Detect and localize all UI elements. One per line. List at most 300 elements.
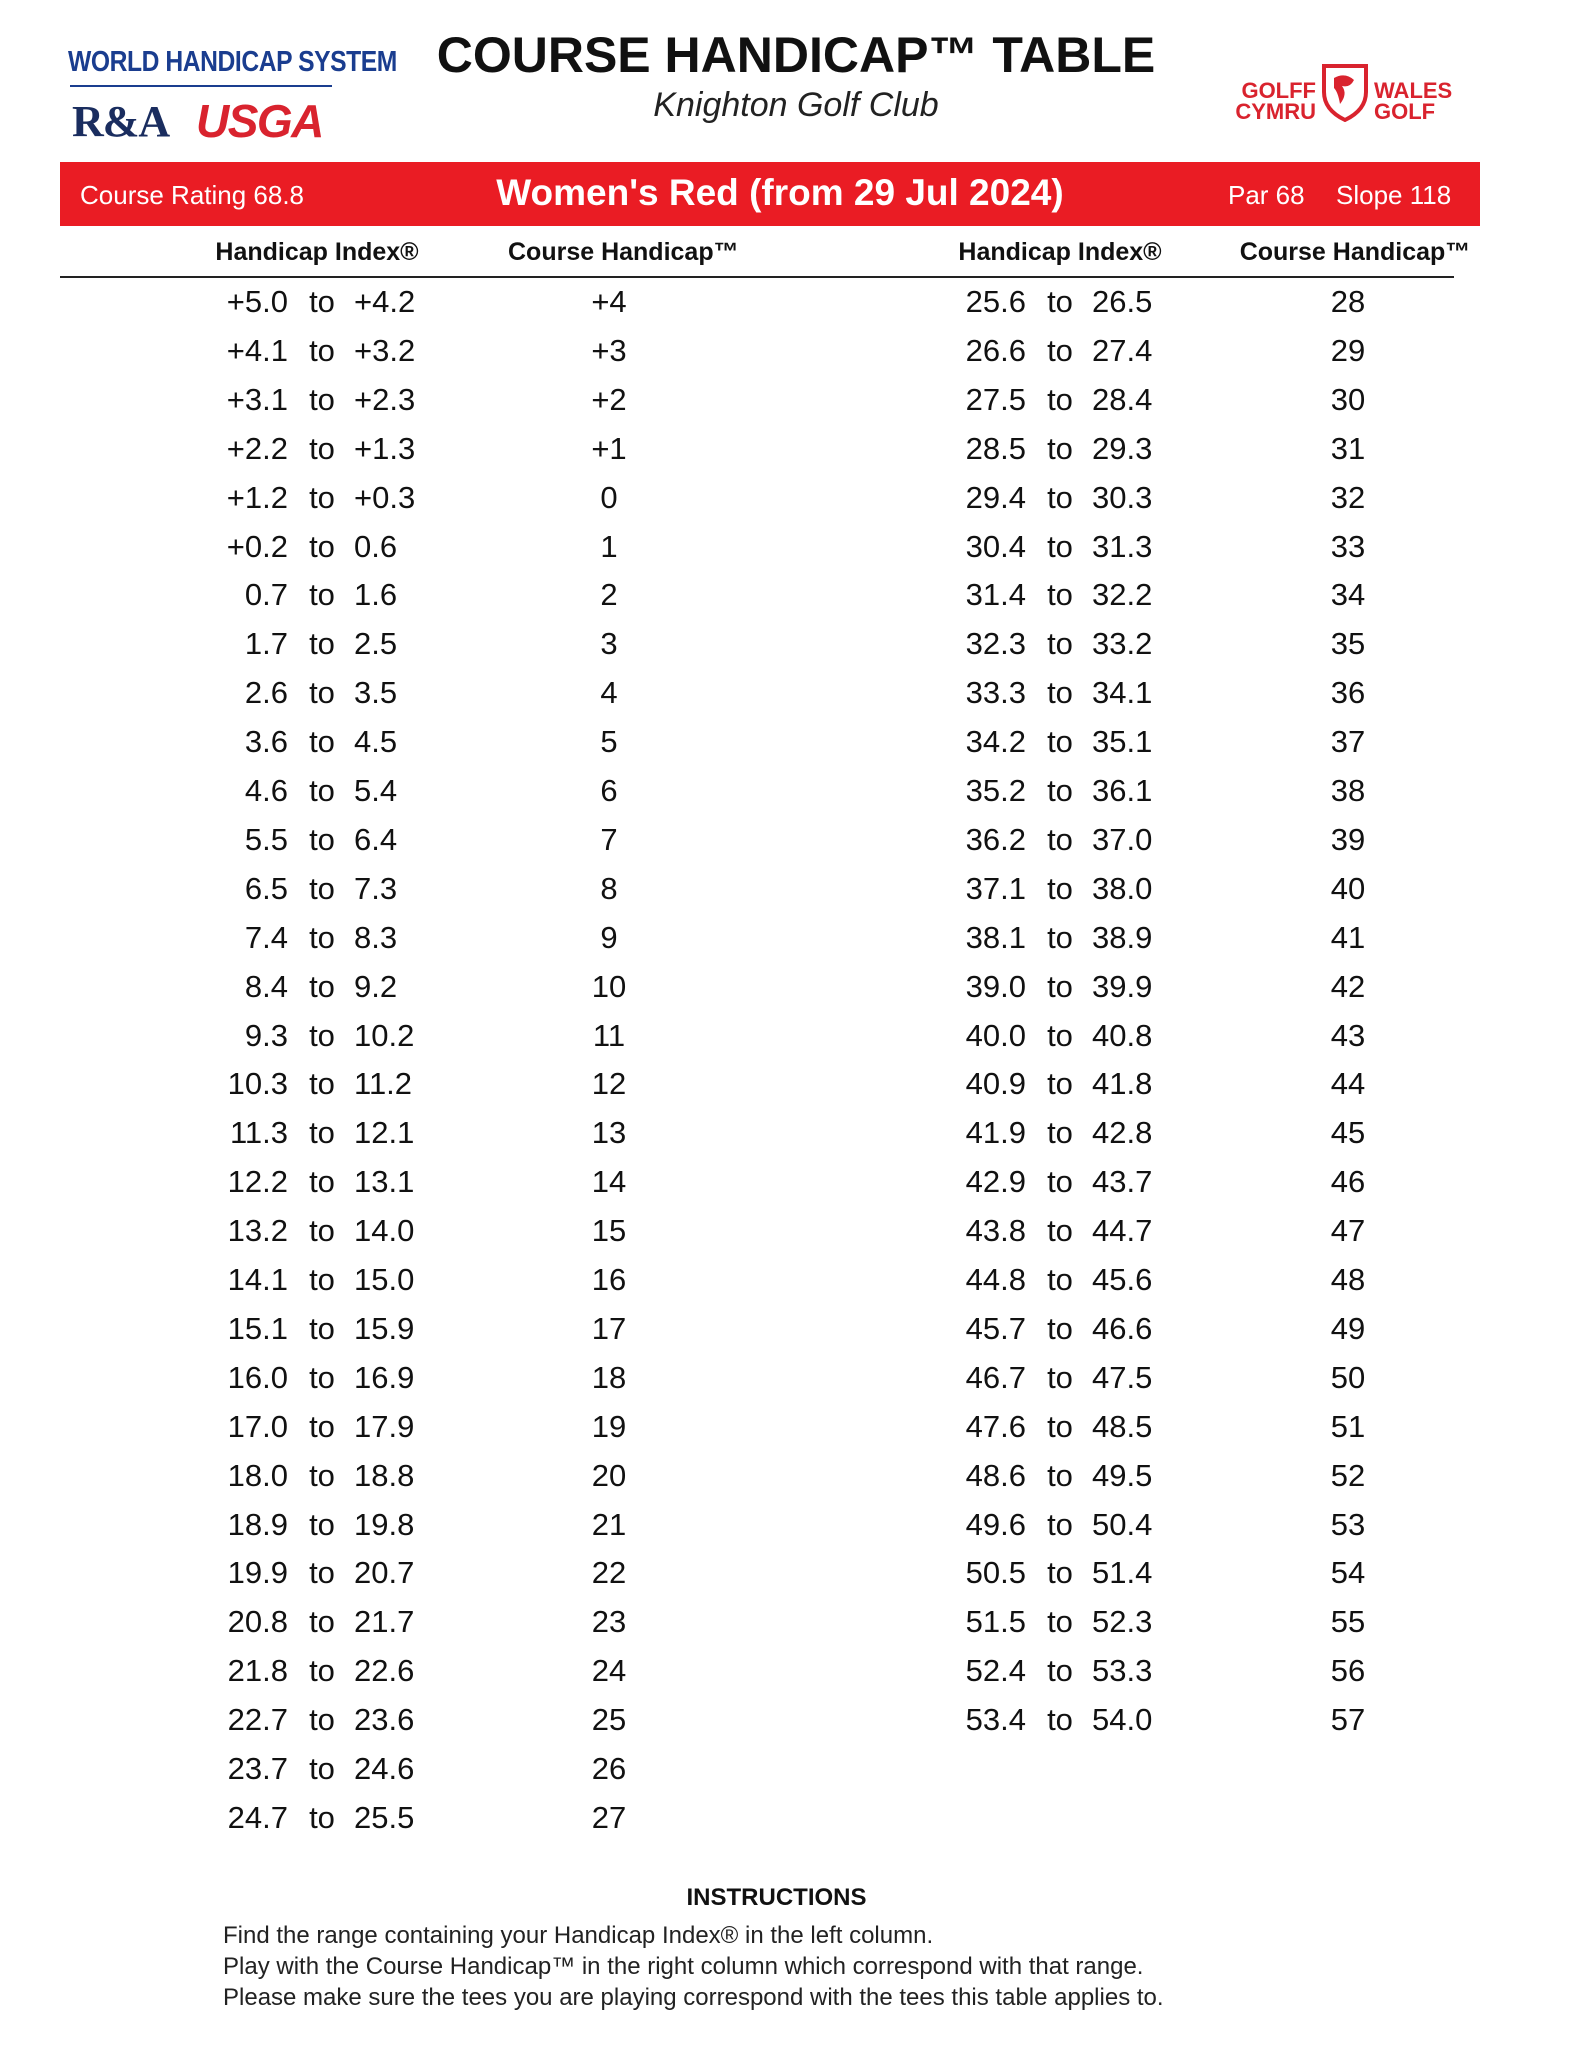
range-separator: to (1047, 1017, 1073, 1053)
handicap-index-from: 9.3 (244, 1017, 288, 1053)
range-separator: to (309, 577, 335, 613)
course-handicap-value: 40 (1330, 870, 1366, 906)
handicap-index-from: 53.4 (965, 1702, 1026, 1738)
handicap-index-from: 18.9 (227, 1506, 288, 1542)
handicap-index-to: 42.8 (1092, 1115, 1153, 1151)
handicap-index-from: 33.3 (965, 675, 1026, 711)
table-row (0, 724, 1573, 772)
course-handicap-value: 39 (1330, 821, 1366, 857)
course-handicap-value: 45 (1330, 1115, 1366, 1151)
handicap-index-from: 7.4 (244, 919, 288, 955)
handicap-index-to: 31.3 (1092, 528, 1153, 564)
handicap-index-from: 8.4 (244, 968, 288, 1004)
range-separator: to (309, 479, 335, 515)
handicap-index-to: 33.2 (1092, 626, 1153, 662)
handicap-index-from: 46.7 (965, 1359, 1026, 1395)
instruction-line: Find the range containing your Handicap Index® in the left column. (223, 1922, 934, 1949)
table-row (0, 1653, 1573, 1701)
table-row (0, 1458, 1573, 1506)
handicap-index-to: 7.3 (354, 870, 398, 906)
handicap-index-to: 52.3 (1092, 1604, 1153, 1640)
range-separator: to (309, 1457, 335, 1493)
range-separator: to (1047, 332, 1073, 368)
handicap-index-to: 2.5 (354, 626, 398, 662)
range-separator: to (309, 675, 335, 711)
course-handicap-value: 37 (1330, 724, 1366, 760)
range-separator: to (309, 1604, 335, 1640)
rna-logo: R&A (72, 97, 170, 146)
range-separator: to (1047, 577, 1073, 613)
range-separator: to (1047, 773, 1073, 808)
handicap-index-from: +3.1 (226, 381, 288, 417)
course-handicap-value: +4 (591, 284, 627, 319)
range-separator: to (309, 332, 335, 368)
course-handicap-value: 0 (600, 479, 618, 515)
handicap-index-to: 19.8 (354, 1506, 415, 1542)
handicap-index-to: 39.9 (1092, 968, 1153, 1004)
course-handicap-value: 28 (1330, 284, 1366, 319)
table-row (0, 626, 1573, 674)
range-separator: to (309, 1213, 335, 1249)
course-handicap-value: 18 (591, 1359, 627, 1395)
handicap-index-to: 38.0 (1092, 870, 1153, 906)
handicap-index-to: 9.2 (354, 968, 398, 1004)
course-handicap-value: 17 (591, 1310, 627, 1346)
range-separator: to (1047, 821, 1073, 857)
table-row (0, 1311, 1573, 1359)
handicap-index-from: 39.0 (965, 968, 1026, 1004)
course-handicap-value: 55 (1330, 1604, 1366, 1640)
range-separator: to (1047, 1604, 1073, 1640)
course-handicap-value: 53 (1330, 1506, 1366, 1542)
handicap-index-from: 52.4 (965, 1653, 1026, 1689)
handicap-index-from: +1.2 (226, 479, 288, 515)
table-row (0, 1507, 1573, 1555)
handicap-index-from: 22.7 (227, 1702, 288, 1738)
range-separator: to (1047, 1213, 1073, 1249)
range-separator: to (309, 919, 335, 955)
range-separator: to (1047, 968, 1073, 1004)
handicap-index-to: 34.1 (1092, 675, 1153, 711)
course-handicap-value: 27 (591, 1799, 627, 1835)
table-row (0, 1751, 1573, 1799)
range-separator: to (309, 1017, 335, 1053)
handicap-index-from: 18.0 (227, 1457, 288, 1493)
range-separator: to (309, 968, 335, 1004)
club-name: Knighton Golf Club (653, 86, 939, 124)
handicap-index-from: +5.0 (226, 284, 288, 319)
handicap-index-to: 17.9 (354, 1408, 415, 1444)
course-handicap-value: 22 (591, 1555, 627, 1591)
course-handicap-value: 47 (1330, 1213, 1366, 1249)
range-separator: to (309, 1408, 335, 1444)
range-separator: to (1047, 724, 1073, 760)
course-handicap-value: 41 (1330, 919, 1366, 955)
course-handicap-value: 33 (1330, 528, 1366, 564)
handicap-index-to: 37.0 (1092, 821, 1153, 857)
table-row (0, 773, 1573, 821)
instruction-line: Please make sure the tees you are playing correspond with the tees this table applies to. (223, 1984, 1164, 2011)
range-separator: to (309, 1702, 335, 1738)
handicap-index-to: 48.5 (1092, 1408, 1153, 1444)
handicap-index-from: 2.6 (244, 675, 288, 711)
table-row (0, 822, 1573, 870)
handicap-index-to: 25.5 (354, 1799, 415, 1835)
range-separator: to (1047, 430, 1073, 466)
handicap-index-from: 25.6 (965, 284, 1026, 319)
range-separator: to (1047, 1555, 1073, 1591)
handicap-index-to: 15.9 (354, 1310, 415, 1346)
handicap-index-to: 44.7 (1092, 1213, 1153, 1249)
table-row (0, 675, 1573, 723)
range-separator: to (309, 1310, 335, 1346)
handicap-index-to: 45.6 (1092, 1262, 1153, 1297)
course-handicap-value: 44 (1330, 1066, 1366, 1102)
handicap-index-to: 50.4 (1092, 1506, 1153, 1542)
handicap-index-to: 3.5 (354, 675, 398, 711)
course-handicap-value: 31 (1330, 430, 1366, 466)
golf-cymru-logo (1222, 80, 1316, 122)
handicap-index-to: 22.6 (354, 1653, 415, 1689)
handicap-index-from: 31.4 (965, 577, 1026, 613)
course-handicap-value: 2 (600, 577, 618, 613)
handicap-index-from: 21.8 (227, 1653, 288, 1689)
handicap-index-to: 21.7 (354, 1604, 415, 1640)
handicap-index-from: +2.2 (226, 430, 288, 466)
handicap-index-from: 42.9 (965, 1164, 1026, 1200)
handicap-index-to: +0.3 (354, 479, 416, 515)
handicap-index-from: 4.6 (244, 773, 288, 808)
table-row (0, 1555, 1573, 1603)
handicap-index-to: 5.4 (354, 773, 398, 808)
table-row (0, 1360, 1573, 1408)
handicap-index-to: 11.2 (354, 1066, 413, 1102)
handicap-index-to: +2.3 (354, 381, 416, 417)
course-handicap-value: 6 (600, 773, 618, 808)
column-header-handicap-index-left: Handicap Index® (215, 238, 419, 266)
range-separator: to (1047, 1457, 1073, 1493)
range-separator: to (309, 528, 335, 564)
range-separator: to (309, 381, 335, 417)
range-separator: to (1047, 1115, 1073, 1151)
range-separator: to (309, 1555, 335, 1591)
handicap-index-to: 53.3 (1092, 1653, 1153, 1689)
range-separator: to (309, 1751, 335, 1786)
course-handicap-value: 7 (600, 821, 618, 857)
course-handicap-value: 16 (591, 1262, 627, 1297)
table-row (0, 1018, 1573, 1066)
course-handicap-value: 24 (591, 1653, 627, 1689)
handicap-index-to: 27.4 (1092, 332, 1153, 368)
table-row (0, 1409, 1573, 1457)
golf-cymru-line2: CYMRU (1235, 99, 1316, 124)
table-row (0, 969, 1573, 1017)
course-handicap-value: 11 (592, 1017, 626, 1053)
range-separator: to (1047, 1408, 1073, 1444)
golf-cymru-line1: GOLFF (1241, 78, 1316, 103)
course-handicap-value: +1 (591, 430, 627, 466)
course-handicap-value: 48 (1330, 1262, 1366, 1297)
course-handicap-value: 32 (1330, 479, 1366, 515)
range-separator: to (1047, 1066, 1073, 1102)
handicap-index-to: 46.6 (1092, 1310, 1153, 1346)
course-handicap-value: 4 (600, 675, 618, 711)
handicap-index-from: 35.2 (965, 773, 1026, 808)
handicap-index-from: 38.1 (965, 919, 1026, 955)
handicap-index-to: 20.7 (354, 1555, 415, 1591)
course-handicap-value: 54 (1330, 1555, 1366, 1591)
handicap-index-from: 11.3 (229, 1115, 288, 1151)
range-separator: to (309, 1262, 335, 1297)
range-separator: to (309, 430, 335, 466)
handicap-index-from: +0.2 (226, 528, 288, 564)
handicap-index-from: 14.1 (227, 1262, 288, 1297)
course-handicap-value: 25 (591, 1702, 627, 1738)
range-separator: to (1047, 919, 1073, 955)
handicap-index-from: 15.1 (227, 1310, 288, 1346)
handicap-index-from: 30.4 (965, 528, 1026, 564)
table-row (0, 382, 1573, 430)
range-separator: to (309, 1506, 335, 1542)
range-separator: to (1047, 284, 1073, 319)
handicap-index-from: 50.5 (965, 1555, 1026, 1591)
handicap-index-to: 24.6 (354, 1751, 415, 1786)
course-handicap-value: 50 (1330, 1359, 1366, 1395)
column-header-course-handicap-right: Course Handicap™ (1239, 238, 1471, 266)
world-handicap-system-logo: WORLD HANDICAP SYSTEM (68, 46, 397, 78)
range-separator: to (1047, 1164, 1073, 1200)
handicap-index-from: 49.6 (965, 1506, 1026, 1542)
table-row (0, 1702, 1573, 1750)
table-row (0, 1066, 1573, 1114)
handicap-index-to: 1.6 (354, 577, 398, 613)
handicap-index-from: 1.7 (244, 626, 288, 662)
range-separator: to (1047, 1359, 1073, 1395)
table-row (0, 1115, 1573, 1163)
handicap-index-to: 8.3 (354, 919, 398, 955)
handicap-index-from: 12.2 (227, 1164, 288, 1200)
handicap-index-to: 35.1 (1092, 724, 1153, 760)
course-handicap-value: 52 (1330, 1457, 1366, 1493)
handicap-index-from: 13.2 (227, 1213, 288, 1249)
handicap-index-from: 0.7 (244, 577, 288, 613)
table-row (0, 529, 1573, 577)
handicap-index-from: 51.5 (965, 1604, 1026, 1640)
course-handicap-value: 14 (591, 1164, 627, 1200)
range-separator: to (1047, 479, 1073, 515)
handicap-index-to: 28.4 (1092, 381, 1153, 417)
course-handicap-value: 5 (600, 724, 618, 760)
handicap-index-to: 54.0 (1092, 1702, 1153, 1738)
handicap-index-to: 49.5 (1092, 1457, 1153, 1493)
handicap-index-to: 47.5 (1092, 1359, 1153, 1395)
handicap-index-to: +1.3 (354, 430, 416, 466)
table-row (0, 920, 1573, 968)
range-separator: to (309, 1653, 335, 1689)
range-separator: to (1047, 1310, 1073, 1346)
header-divider (60, 276, 1454, 278)
handicap-index-to: 18.8 (354, 1457, 415, 1493)
handicap-index-to: 6.4 (354, 821, 398, 857)
course-handicap-value: +2 (591, 381, 627, 417)
table-row (0, 1262, 1573, 1310)
handicap-index-from: 19.9 (227, 1555, 288, 1591)
handicap-index-from: 34.2 (965, 724, 1026, 760)
course-handicap-value: 38 (1330, 773, 1366, 808)
page-title: COURSE HANDICAP™ TABLE (436, 27, 1156, 83)
handicap-index-from: 37.1 (965, 870, 1026, 906)
table-row (0, 1800, 1573, 1848)
handicap-index-from: 17.0 (227, 1408, 288, 1444)
logo-divider (70, 85, 332, 87)
handicap-index-to: 4.5 (354, 724, 398, 760)
table-row (0, 284, 1573, 332)
course-handicap-value: 13 (591, 1115, 627, 1151)
table-row (0, 431, 1573, 479)
handicap-index-from: 16.0 (227, 1359, 288, 1395)
handicap-index-to: 40.8 (1092, 1017, 1153, 1053)
handicap-index-from: 43.8 (965, 1213, 1026, 1249)
course-handicap-value: 15 (591, 1213, 627, 1249)
table-row (0, 577, 1573, 625)
handicap-index-to: 0.6 (354, 528, 398, 564)
range-separator: to (309, 1164, 335, 1200)
course-handicap-value: 36 (1330, 675, 1366, 711)
course-handicap-value: +3 (591, 332, 627, 368)
handicap-index-from: 48.6 (965, 1457, 1026, 1493)
handicap-index-from: +4.1 (226, 332, 288, 368)
range-separator: to (309, 870, 335, 906)
handicap-index-from: 23.7 (227, 1751, 288, 1786)
handicap-index-to: 43.7 (1092, 1164, 1153, 1200)
column-header-handicap-index-right: Handicap Index® (958, 238, 1162, 266)
handicap-index-to: 14.0 (354, 1213, 415, 1249)
range-separator: to (309, 626, 335, 662)
handicap-index-from: 44.8 (965, 1262, 1026, 1297)
range-separator: to (1047, 870, 1073, 906)
handicap-index-to: 29.3 (1092, 430, 1153, 466)
range-separator: to (1047, 626, 1073, 662)
course-handicap-value: 20 (591, 1457, 627, 1493)
course-handicap-value: 30 (1330, 381, 1366, 417)
course-handicap-value: 35 (1330, 626, 1366, 662)
table-row (0, 1213, 1573, 1261)
handicap-index-from: 28.5 (965, 430, 1026, 466)
course-handicap-value: 43 (1330, 1017, 1366, 1053)
course-handicap-value: 42 (1330, 968, 1366, 1004)
range-separator: to (309, 724, 335, 760)
wales-golf-logo (1374, 80, 1484, 122)
course-handicap-value: 19 (591, 1408, 627, 1444)
table-row (0, 1164, 1573, 1212)
range-separator: to (1047, 1262, 1073, 1297)
handicap-index-from: 5.5 (244, 821, 288, 857)
handicap-index-from: 32.3 (965, 626, 1026, 662)
course-handicap-value: 51 (1330, 1408, 1366, 1444)
course-handicap-value: 3 (600, 626, 618, 662)
table-row (0, 480, 1573, 528)
handicap-index-to: 23.6 (354, 1702, 415, 1738)
wales-golf-line1: WALES (1374, 78, 1453, 103)
handicap-index-from: 10.3 (227, 1066, 288, 1102)
table-row (0, 333, 1573, 381)
range-separator: to (1047, 1506, 1073, 1542)
handicap-index-to: 51.4 (1092, 1555, 1153, 1591)
handicap-index-from: 26.6 (965, 332, 1026, 368)
range-separator: to (309, 1799, 335, 1835)
handicap-index-to: 36.1 (1092, 773, 1153, 808)
handicap-index-from: 41.9 (965, 1115, 1026, 1151)
range-separator: to (1047, 1702, 1073, 1738)
slope-value: Slope 118 (1336, 180, 1452, 210)
instructions-title: INSTRUCTIONS (686, 1884, 867, 1911)
handicap-index-to: 12.1 (354, 1115, 415, 1151)
wales-golf-line2: GOLF (1374, 99, 1436, 124)
course-handicap-value: 1 (600, 528, 618, 564)
handicap-index-from: 45.7 (965, 1310, 1026, 1346)
range-separator: to (1047, 381, 1073, 417)
course-handicap-value: 12 (591, 1066, 627, 1102)
range-separator: to (309, 1359, 335, 1395)
handicap-index-to: 38.9 (1092, 919, 1153, 955)
handicap-index-from: 6.5 (244, 870, 288, 906)
course-handicap-value: 21 (591, 1506, 627, 1542)
range-separator: to (309, 821, 335, 857)
range-separator: to (1047, 1653, 1073, 1689)
handicap-index-to: 13.1 (354, 1164, 415, 1200)
course-handicap-value: 56 (1330, 1653, 1366, 1689)
handicap-index-from: 29.4 (965, 479, 1026, 515)
handicap-index-to: +3.2 (354, 332, 416, 368)
handicap-index-from: 24.7 (227, 1799, 288, 1835)
course-handicap-value: 26 (591, 1751, 627, 1786)
handicap-index-to: 32.2 (1092, 577, 1153, 613)
usga-logo: USGA (196, 95, 323, 147)
course-handicap-value: 29 (1330, 332, 1366, 368)
range-separator: to (1047, 528, 1073, 564)
handicap-index-from: 47.6 (965, 1408, 1026, 1444)
handicap-index-to: 41.8 (1092, 1066, 1153, 1102)
handicap-index-from: 20.8 (227, 1604, 288, 1640)
course-handicap-value: 9 (600, 919, 618, 955)
par-value: Par 68 (1228, 180, 1305, 210)
course-handicap-value: 57 (1330, 1702, 1366, 1738)
range-separator: to (309, 773, 335, 808)
table-row (0, 871, 1573, 919)
handicap-index-from: 27.5 (965, 381, 1026, 417)
table-row (0, 1604, 1573, 1652)
handicap-index-to: 16.9 (354, 1359, 415, 1395)
range-separator: to (1047, 675, 1073, 711)
course-handicap-value: 23 (591, 1604, 627, 1640)
course-rating: Course Rating 68.8 (80, 180, 305, 210)
handicap-index-from: 40.9 (965, 1066, 1026, 1102)
course-handicap-value: 46 (1330, 1164, 1366, 1200)
wales-golf-shield-icon (1320, 62, 1370, 122)
handicap-index-to: 26.5 (1092, 284, 1153, 319)
handicap-index-to: 10.2 (354, 1017, 415, 1053)
handicap-index-from: 3.6 (244, 724, 288, 760)
handicap-index-from: 40.0 (965, 1017, 1026, 1053)
course-handicap-value: 49 (1330, 1310, 1366, 1346)
course-handicap-value: 34 (1330, 577, 1366, 613)
tee-name: Women's Red (from 29 Jul 2024) (496, 172, 1064, 213)
handicap-index-to: 15.0 (354, 1262, 415, 1297)
handicap-index-from: 36.2 (965, 821, 1026, 857)
range-separator: to (309, 1066, 335, 1102)
range-separator: to (309, 1115, 335, 1151)
instruction-line: Play with the Course Handicap™ in the right column which correspond with that range. (223, 1953, 1144, 1980)
